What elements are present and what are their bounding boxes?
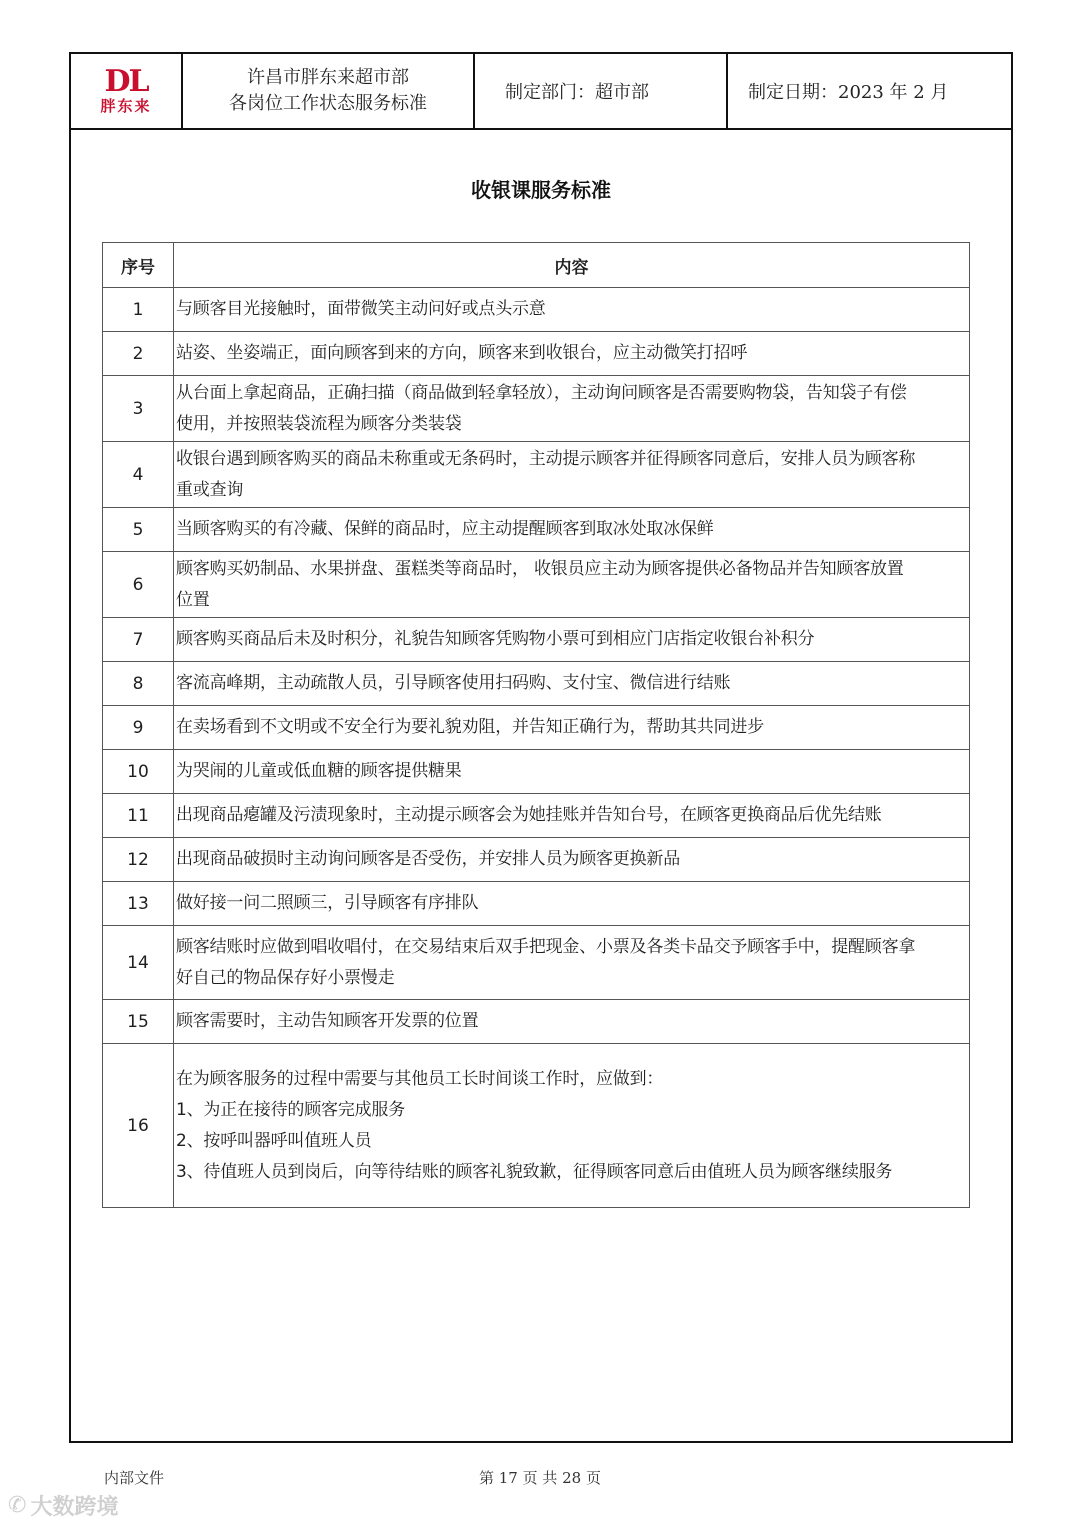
content-line: 好自己的物品保存好小票慢走 bbox=[176, 967, 395, 988]
row-content bbox=[174, 508, 970, 552]
row-number: 2 bbox=[103, 332, 174, 376]
header-date: 制定日期：2023 年 2 月 bbox=[748, 82, 949, 103]
col-header-number: 序号 bbox=[103, 243, 174, 288]
content-line: 位置 bbox=[176, 589, 210, 610]
content-line: 顾客结账时应做到唱收唱付，在交易结束后双手把现金、小票及各类卡品交予顾客手中，提醒顾客拿 bbox=[176, 936, 916, 957]
footer-page-number: 第 17 页 共 28 页 bbox=[478, 1469, 601, 1487]
header-title-line2: 各岗位工作状态服务标准 bbox=[229, 93, 427, 114]
table-row bbox=[103, 1000, 970, 1044]
row-content bbox=[174, 706, 970, 750]
watermark bbox=[8, 1490, 118, 1521]
row-number: 13 bbox=[103, 882, 174, 926]
table-row bbox=[103, 882, 970, 926]
content-line: 3、待值班人员到岗后，向等待结账的顾客礼貌致歉，征得顾客同意后由值班人员为顾客继续服务 bbox=[176, 1161, 893, 1182]
page-title: 收银课服务标准 bbox=[471, 178, 611, 202]
content-line: 出现商品瘪罐及污渍现象时，主动提示顾客会为她挂账并告知台号，在顾客更换商品后优先结账 bbox=[176, 805, 882, 825]
table-row bbox=[103, 750, 970, 794]
standards-table bbox=[102, 242, 970, 1208]
table-row bbox=[103, 706, 970, 750]
logo-mark: DL bbox=[104, 64, 148, 99]
table-row bbox=[103, 926, 970, 1000]
table-row bbox=[103, 508, 970, 552]
row-content bbox=[174, 552, 970, 618]
content-line: 当顾客购买的有冷藏、保鲜的商品时，应主动提醒顾客到取冰处取冰保鲜 bbox=[176, 519, 714, 539]
table-row bbox=[103, 442, 970, 508]
document-header bbox=[71, 54, 1011, 130]
row-number: 8 bbox=[103, 662, 174, 706]
content-line: 客流高峰期，主动疏散人员，引导顾客使用扫码购、支付宝、微信进行结账 bbox=[176, 673, 731, 693]
content-line: 1、为正在接待的顾客完成服务 bbox=[176, 1099, 406, 1120]
row-number: 10 bbox=[103, 750, 174, 794]
content-line: 顾客购买商品后未及时积分，礼貌告知顾客凭购物小票可到相应门店指定收银台补积分 bbox=[176, 629, 815, 649]
row-content bbox=[174, 442, 970, 508]
watermark-text: 大数跨境 bbox=[30, 1495, 119, 1520]
row-number: 12 bbox=[103, 838, 174, 882]
table-row bbox=[103, 332, 970, 376]
content-line: 2、按呼叫器呼叫值班人员 bbox=[176, 1130, 372, 1151]
row-number: 14 bbox=[103, 926, 174, 1000]
row-number: 16 bbox=[103, 1044, 174, 1208]
row-content bbox=[174, 926, 970, 1000]
content-line: 出现商品破损时主动询问顾客是否受伤，并安排人员为顾客更换新品 bbox=[176, 849, 680, 869]
row-content bbox=[174, 838, 970, 882]
table-row bbox=[103, 288, 970, 332]
header-title bbox=[183, 54, 475, 128]
table-row bbox=[103, 838, 970, 882]
row-content bbox=[174, 288, 970, 332]
header-department: 制定部门：超市部 bbox=[475, 54, 728, 128]
row-content bbox=[174, 794, 970, 838]
content-line: 收银台遇到顾客购买的商品未称重或无条码时，主动提示顾客并征得顾客同意后，安排人员为顾客称 bbox=[176, 448, 916, 469]
table-header-row bbox=[103, 243, 970, 288]
document-frame bbox=[69, 52, 1013, 1443]
row-content bbox=[174, 1000, 970, 1044]
watermark-logo-icon: ✆ bbox=[8, 1493, 27, 1518]
row-number: 5 bbox=[103, 508, 174, 552]
table-row bbox=[103, 618, 970, 662]
content-line: 从台面上拿起商品，正确扫描（商品做到轻拿轻放），主动询问顾客是否需要购物袋，告知袋子有偿 bbox=[176, 382, 907, 403]
table-row bbox=[103, 376, 970, 442]
col-header-content: 内容 bbox=[174, 243, 970, 288]
table-row bbox=[103, 1044, 970, 1208]
content-line: 为哭闹的儿童或低血糖的顾客提供糖果 bbox=[176, 761, 462, 781]
row-number: 7 bbox=[103, 618, 174, 662]
row-content bbox=[174, 750, 970, 794]
row-content bbox=[174, 332, 970, 376]
row-content bbox=[174, 662, 970, 706]
content-line: 在卖场看到不文明或不安全行为要礼貌劝阻，并告知正确行为，帮助其共同进步 bbox=[176, 717, 764, 737]
row-content bbox=[174, 376, 970, 442]
content-line: 与顾客目光接触时，面带微笑主动问好或点头示意 bbox=[176, 299, 546, 319]
content-line: 在为顾客服务的过程中需要与其他员工长时间谈工作时，应做到： bbox=[176, 1068, 664, 1089]
logo bbox=[71, 54, 183, 128]
table-row bbox=[103, 662, 970, 706]
header-title-line1: 许昌市胖东来超市部 bbox=[247, 67, 409, 88]
row-content bbox=[174, 1044, 970, 1208]
table-row bbox=[103, 552, 970, 618]
content-line: 使用，并按照装袋流程为顾客分类装袋 bbox=[176, 413, 462, 434]
content-line: 顾客购买奶制品、水果拼盘、蛋糕类等商品时， 收银员应主动为顾客提供必备物品并告知顾客放置 bbox=[176, 558, 904, 579]
row-number: 6 bbox=[103, 552, 174, 618]
row-number: 3 bbox=[103, 376, 174, 442]
row-content bbox=[174, 882, 970, 926]
row-number: 9 bbox=[103, 706, 174, 750]
content-line: 重或查询 bbox=[176, 479, 244, 500]
row-content bbox=[174, 618, 970, 662]
logo-text: 胖东来 bbox=[100, 97, 152, 115]
row-number: 1 bbox=[103, 288, 174, 332]
table-row bbox=[103, 794, 970, 838]
content-line: 顾客需要时，主动告知顾客开发票的位置 bbox=[176, 1011, 479, 1031]
content-line: 站姿、坐姿端正，面向顾客到来的方向，顾客来到收银台，应主动微笑打招呼 bbox=[176, 343, 748, 363]
row-number: 4 bbox=[103, 442, 174, 508]
row-number: 11 bbox=[103, 794, 174, 838]
content-line: 做好接一问二照顾三，引导顾客有序排队 bbox=[176, 893, 479, 913]
row-number: 15 bbox=[103, 1000, 174, 1044]
footer-internal-label: 内部文件 bbox=[104, 1469, 165, 1487]
